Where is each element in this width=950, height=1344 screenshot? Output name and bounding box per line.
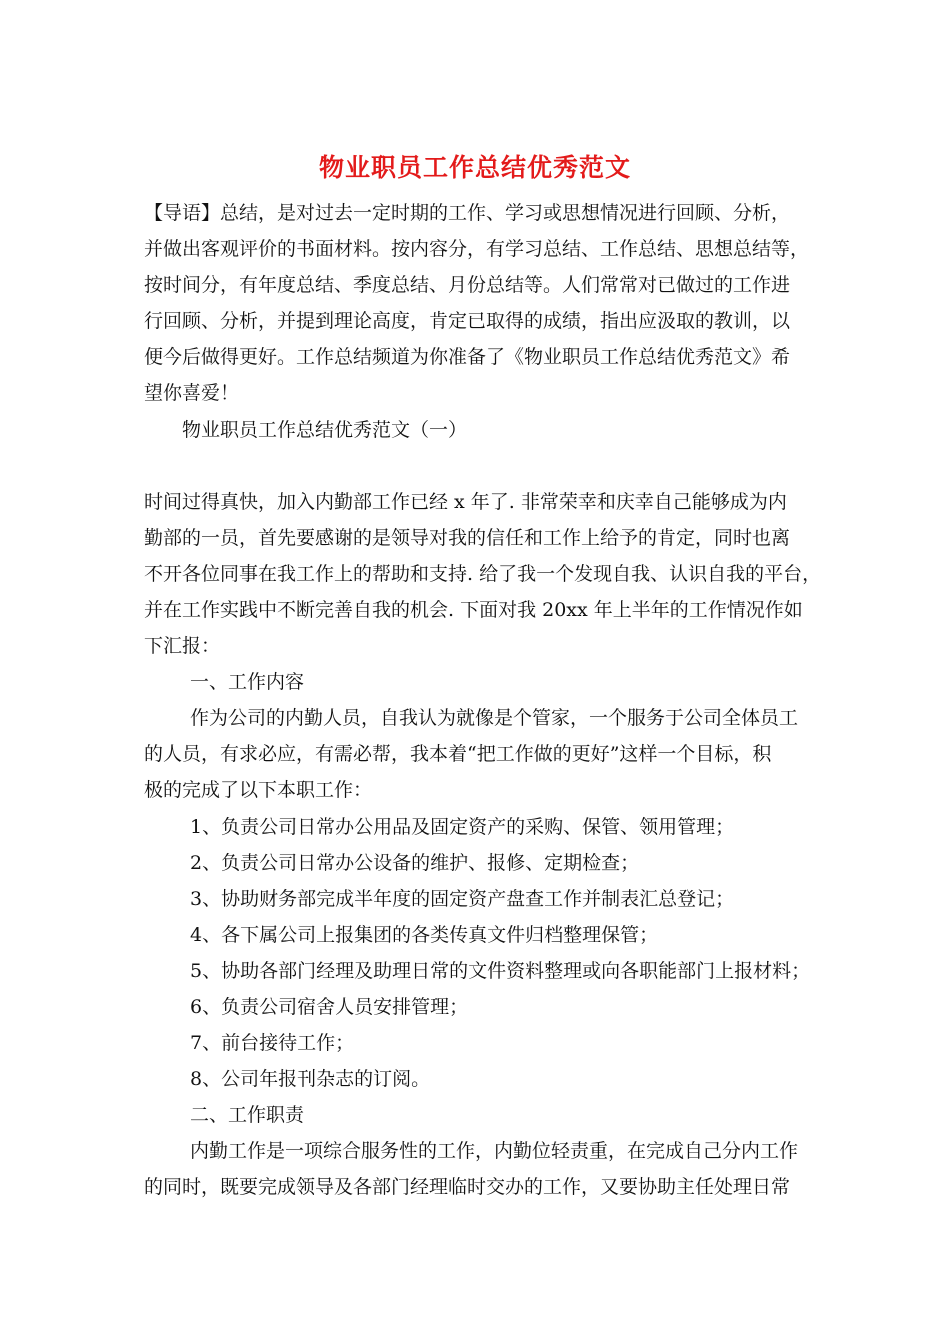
paragraph-line: 的人员，有求必应，有需必帮，我本着“把工作做的更好”这样一个目标，积 (144, 743, 772, 765)
duty-item: 5、协助各部门经理及助理日常的文件资料整理或向各职能部门上报材料； (190, 960, 811, 982)
duty-item: 1、负责公司日常办公用品及固定资产的采购、保管、领用管理； (190, 816, 735, 838)
document-title: 物业职员工作总结优秀范文 (318, 153, 631, 182)
duty-item: 2、负责公司日常办公设备的维护、报修、定期检查； (190, 852, 640, 874)
duty-item: 3、协助财务部完成半年度的固定资产盘查工作并制表汇总登记； (190, 888, 735, 910)
duty-item: 7、前台接待工作； (190, 1032, 355, 1054)
opening-line: 下汇报： (144, 635, 221, 657)
paragraph-line: 内勤工作是一项综合服务性的工作，内勤位轻责重，在完成自己分内工作 (190, 1140, 799, 1162)
paragraph-line: 极的完成了以下本职工作： (144, 779, 373, 801)
part1-heading: 一、工作内容 (190, 671, 305, 693)
opening-line: 时间过得真快，加入内勤部工作已经 x 年了. 非常荣幸和庆幸自己能够成为内 (144, 491, 787, 513)
intro-line: 望你喜爱！ (144, 382, 240, 404)
intro-line: 并做出客观评价的书面材料。按内容分，有学习总结、工作总结、思想总结等， (144, 238, 810, 260)
duty-item: 6、负责公司宿舍人员安排管理； (190, 996, 469, 1018)
duty-item: 4、各下属公司上报集团的各类传真文件归档整理保管； (190, 924, 659, 946)
opening-line: 并在工作实践中不断完善自我的机会. 下面对我 20xx 年上半年的工作情况作如 (144, 599, 803, 621)
paragraph-line: 作为公司的内勤人员，自我认为就像是个管家，一个服务于公司全体员工 (190, 707, 799, 729)
duty-item: 8、公司年报刊杂志的订阅。 (190, 1068, 431, 1090)
intro-line: 按时间分，有年度总结、季度总结、月份总结等。人们常常对已做过的工作进 (144, 274, 791, 296)
opening-line: 勤部的一员，首先要感谢的是领导对我的信任和工作上给予的肯定，同时也离 (144, 527, 791, 549)
opening-line: 不开各位同事在我工作上的帮助和支持. 给了我一个发现自我、认识自我的平台， (144, 563, 822, 585)
intro-line: 行回顾、分析，并提到理论高度，肯定已取得的成绩，指出应汲取的教训，以 (144, 310, 791, 332)
intro-line: 【导语】总结，是对过去一定时期的工作、学习或思想情况进行回顾、分析， (144, 202, 791, 224)
part2-heading: 二、工作职责 (190, 1104, 305, 1126)
intro-line: 便今后做得更好。工作总结频道为你准备了《物业职员工作总结优秀范文》希 (144, 346, 791, 368)
section-heading: 物业职员工作总结优秀范文（一） (182, 419, 468, 441)
paragraph-line: 的同时，既要完成领导及各部门经理临时交办的工作，又要协助主任处理日常 (144, 1176, 791, 1198)
